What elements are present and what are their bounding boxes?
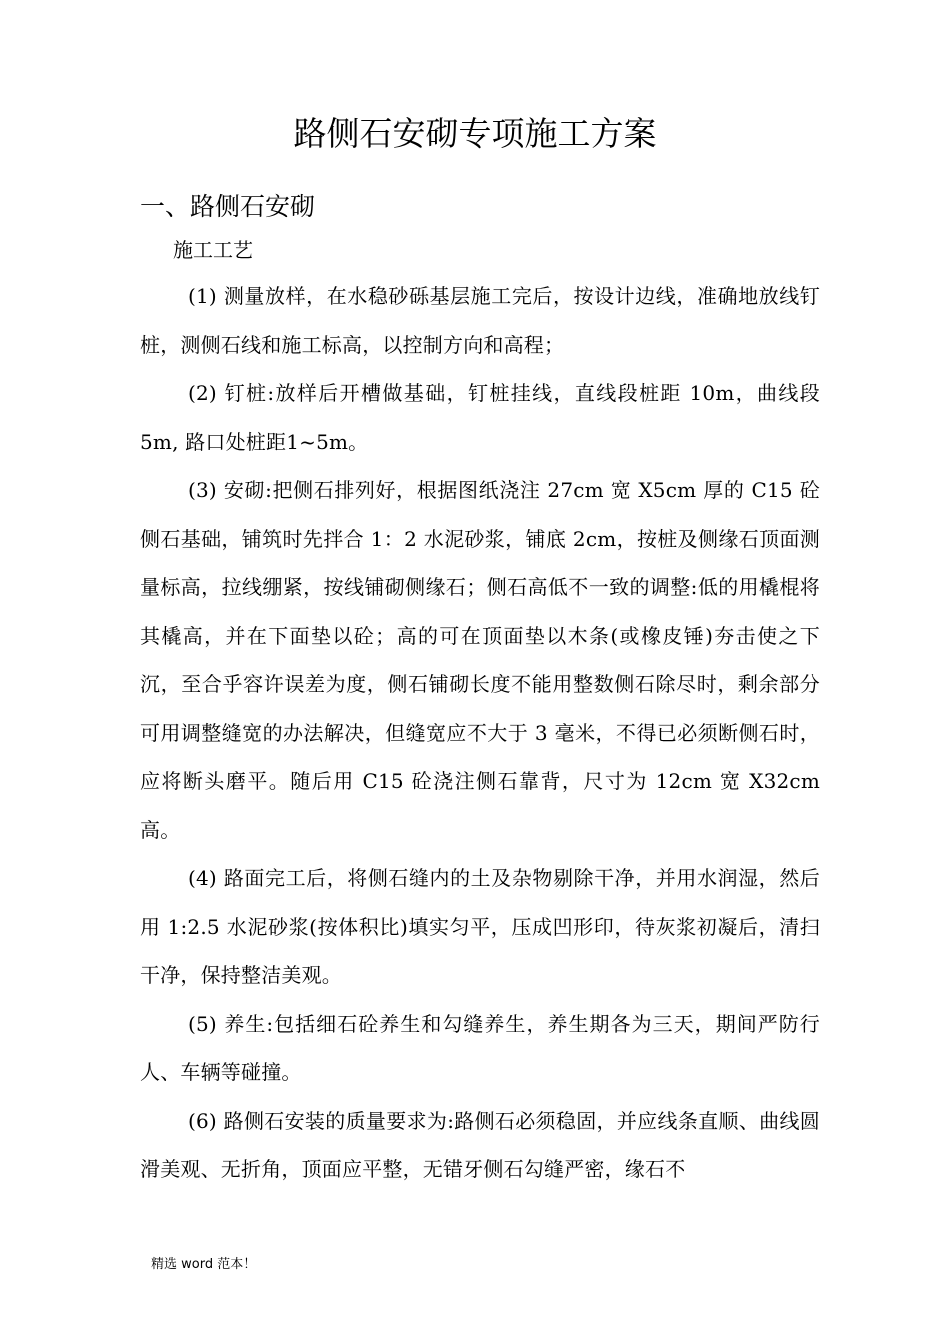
page-footer: 精选 word 范本！ <box>151 1257 257 1272</box>
paragraph-5: (5) 养生:包括细石砼养生和勾缝养生，养生期各为三天，期间严防行人、车辆等碰撞。 <box>140 1011 820 1084</box>
paragraph-2: (2) 钉桩:放样后开槽做基础，钉桩挂线，直线段桩距 10m，曲线段 5m, 路口处桩距1~5m。 <box>140 381 820 454</box>
paragraph-3: (3) 安砌:把侧石排列好，根据图纸浇注 27cm 宽 X5cm 厚的 C15 砼侧石基础，铺筑时先拌合 1：2 水泥砂浆，铺底 2cm，按桩及侧缘石顶面测量标高，拉线绷紧，按线铺砌侧缘石；侧石高低不一致的调整:低的用橇棍将其橇高，并在下面垫以砼；高的可在顶面垫以木条(或橡皮锤)夯击使之下沉，至合乎容许误差为度，侧石铺砌长度不能用整数侧石除尽时，剩余部分可用调整缝宽的办法解决，但缝宽应不大于 3 毫米，不得已必须断侧石时，应将断头磨平。随后用 C15 砼浇注侧石靠背，尺寸为 12cm 宽 X32cm 高。 <box>140 478 820 842</box>
document-body <box>140 272 820 1194</box>
document-title: 路侧石安砌专项施工方案 <box>293 114 657 153</box>
paragraph-1: (1) 测量放样，在水稳砂砾基层施工完后，按设计边线，准确地放线钉桩，测侧石线和施工标高，以控制方向和高程； <box>140 284 820 357</box>
subheading: 施工工艺 <box>173 238 253 262</box>
paragraph-6: (6) 路侧石安装的质量要求为:路侧石必须稳固，并应线条直顺、曲线圆滑美观、无折角，顶面应平整，无错牙侧石勾缝严密，缘石不 <box>140 1108 820 1181</box>
section-heading: 一、路侧石安砌 <box>140 192 316 221</box>
paragraph-4: (4) 路面完工后，将侧石缝内的土及杂物剔除干净，并用水润湿，然后用 1:2.5 水泥砂浆(按体积比)填实匀平，压成凹形印，待灰浆初凝后，清扫干净，保持整洁美观。 <box>140 866 820 987</box>
